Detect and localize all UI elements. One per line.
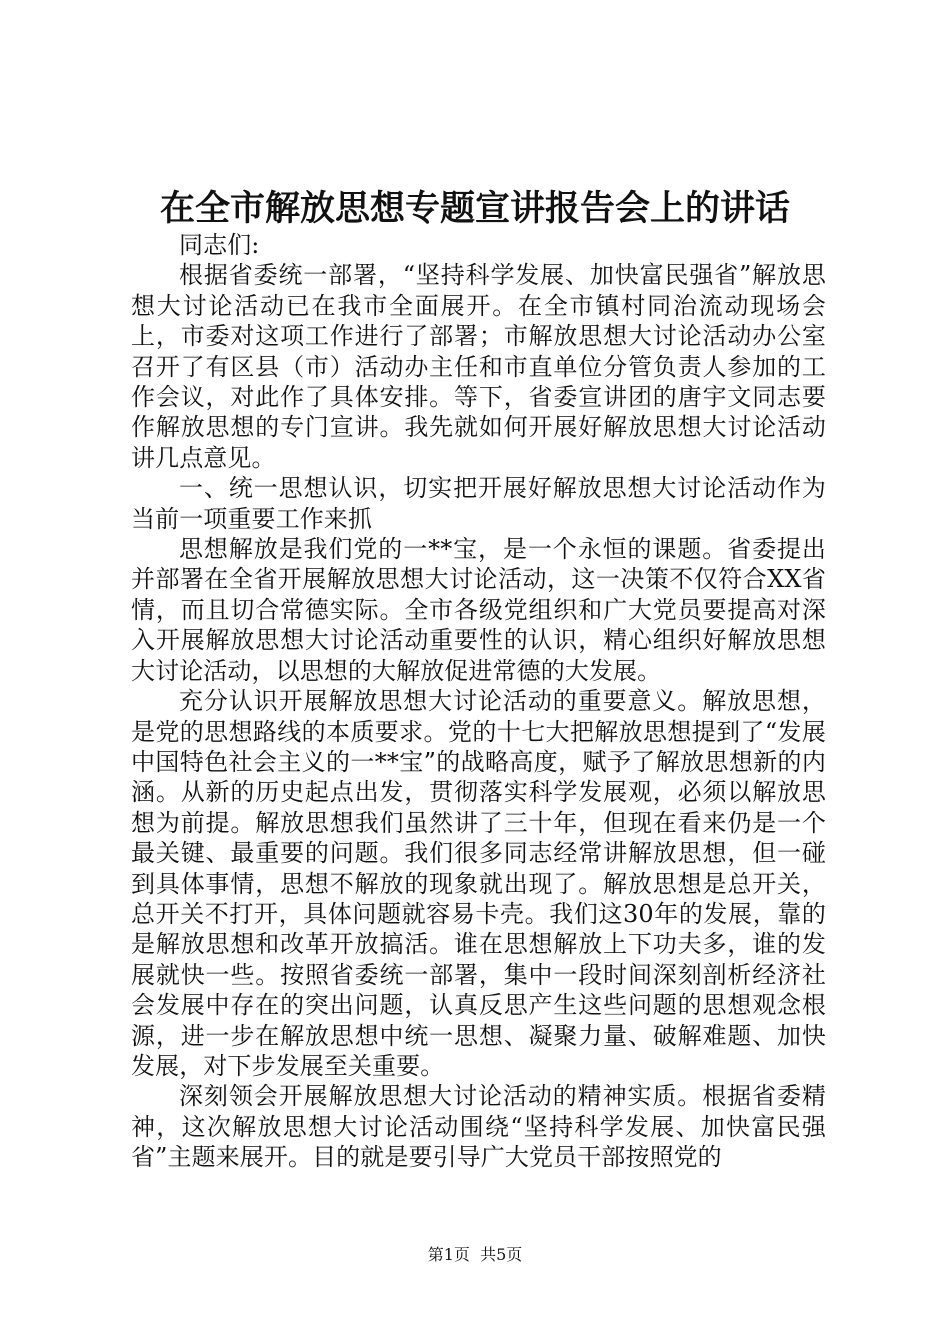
body-paragraph: 思想解放是我们党的一**宝，是一个永恒的课题。省委提出并部署在全省开展解放思想大讨论活动，这一决策不仅符合XX省情，而且切合常德实际。全市各级党组织和广大党员要提高对深入开展解放思想大讨论活动重要性的认识，精心组织好解放思想大讨论活动，以思想的大解放促进常德的大发展。 <box>131 535 826 685</box>
salutation-paragraph: 同志们: <box>179 231 260 259</box>
section-heading-paragraph: 一、统一思想认识，切实把开展好解放思想大讨论活动作为当前一项重要工作来抓 <box>131 474 826 533</box>
body-paragraph: 根据省委统一部署，“坚持科学发展、加快富民强省”解放思想大讨论活动已在我市全面展开。在全市镇村同治流动现场会上，市委对这项工作进行了部署；市解放思想大讨论活动办公室召开了有区县（市）活动办主任和市直单位分管负责人参加的工作会议，对此作了具体安排。等下，省委宣讲团的唐宇文同志要作解放思想的专门宣讲。我先就如何开展好解放思想大讨论活动讲几点意见。 <box>131 261 826 472</box>
document-title: 在全市解放思想专题宣讲报告会上的讲话 <box>159 188 790 229</box>
page-number-footer: 第1页 共5页 <box>427 1245 523 1264</box>
document-body <box>131 230 826 1173</box>
body-paragraph: 深刻领会开展解放思想大讨论活动的精神实质。根据省委精神，这次解放思想大讨论活动围绕“坚持科学发展、加快富民强省”主题来展开。目的就是要引导广大党员干部按照党的 <box>131 1082 826 1172</box>
body-paragraph: 充分认识开展解放思想大讨论活动的重要意义。解放思想，是党的思想路线的本质要求。党的十七大把解放思想提到了“发展中国特色社会主义的一**宝”的战略高度，赋予了解放思想新的内涵。从新的历史起点出发，贯彻落实科学发展观，必须以解放思想为前提。解放思想我们虽然讲了三十年，但现在看来仍是一个最关键、最重要的问题。我们很多同志经常讲解放思想，但一碰到具体事情，思想不解放的现象就出现了。解放思想是总开关，总开关不打开，具体问题就容易卡壳。我们这30年的发展，靠的是解放思想和改革开放搞活。谁在思想解放上下功夫多，谁的发展就快一些。按照省委统一部署，集中一段时间深刻剖析经济社会发展中存在的突出问题，认真反思产生这些问题的思想观念根源，进一步在解放思想中统一思想、凝聚力量、破解难题、加快发展，对下步发展至关重要。 <box>131 687 826 1080</box>
